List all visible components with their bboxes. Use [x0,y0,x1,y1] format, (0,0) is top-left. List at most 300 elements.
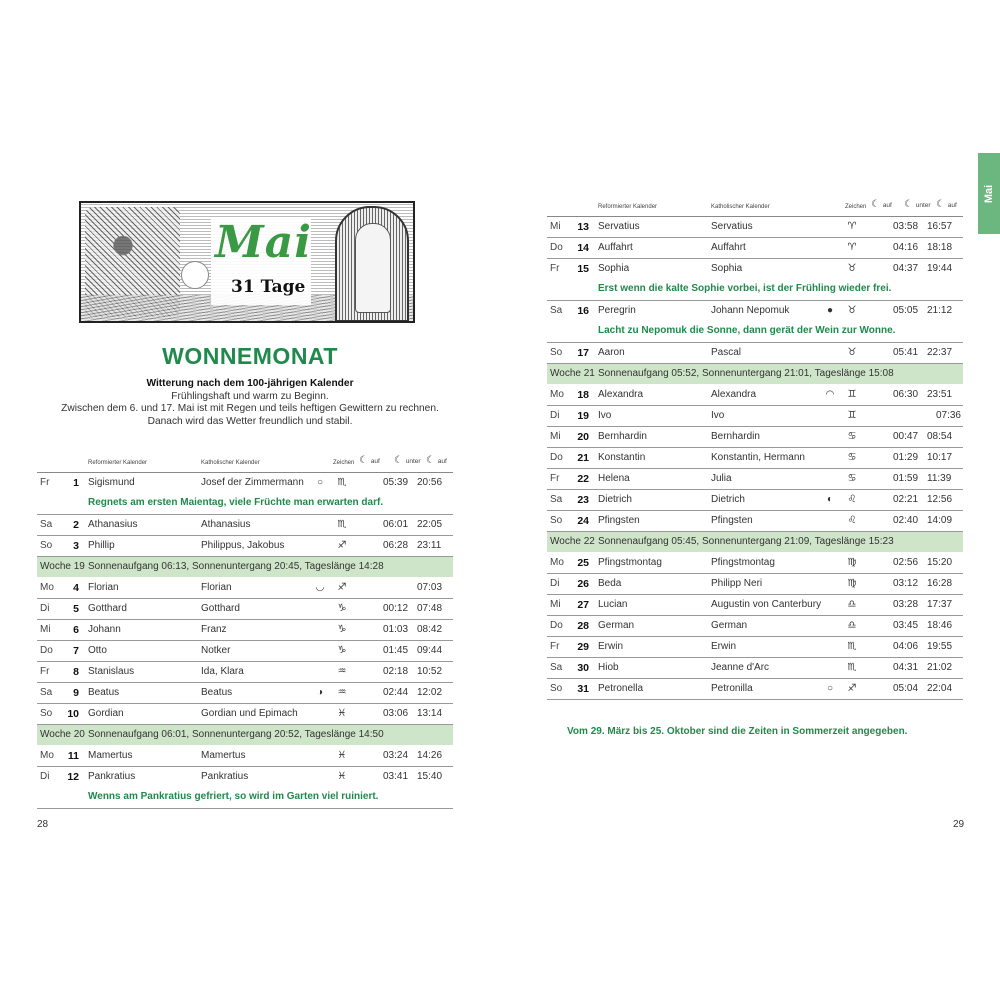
zodiac-sign-icon: ♒ [337,666,347,677]
sun-icon [181,261,209,289]
zodiac-sign-icon: ♈ [847,221,857,232]
reformed-saint: Aaron [598,347,625,358]
zodiac-sign-icon: ♉ [847,305,857,316]
table-row [37,704,453,725]
weekday: Do [550,452,563,463]
moonset-time: 19:55 [927,641,953,652]
table-row [547,595,963,616]
moonrise-time: 02:18 [383,666,409,677]
moonrise-time: 02:21 [893,494,919,505]
reformed-saint: Erwin [598,641,624,652]
day-number: 21 [577,452,589,464]
reformed-saint: Alexandra [598,389,644,400]
table-row [37,620,453,641]
catholic-saint: Alexandra [711,389,757,400]
moonset-time: 22:05 [417,519,443,530]
table-row [37,641,453,662]
zodiac-sign-icon: ♍ [847,557,857,568]
catholic-saint: Philipp Neri [711,578,763,589]
catholic-saint: Sophia [711,263,743,274]
header-moon-rise-2: ☾ auf [936,199,957,210]
moonset-time: 12:56 [927,494,953,505]
week-number: Woche 19 [40,561,85,572]
moonset-time: 16:57 [927,221,953,232]
day-number: 31 [577,683,589,695]
month-banner-illustration [79,201,415,323]
banner-title: Mai [215,217,312,268]
moonset-time: 08:42 [417,624,443,635]
day-number: 27 [577,599,589,611]
calendar-table-right [547,196,963,700]
weekday: Mi [550,599,561,610]
table-row [37,767,453,809]
moonset-time: 23:51 [927,389,953,400]
reformed-saint: Pankratius [88,771,136,782]
zodiac-sign-icon: ♌ [847,494,857,505]
weekday: Fr [550,641,560,652]
moonset-time: 21:02 [927,662,953,673]
madonna-figure [355,223,391,313]
reformed-saint: Ivo [598,410,612,421]
moonset-time: 23:11 [417,540,442,551]
moonrise-time: 02:56 [893,557,919,568]
weekday: So [40,540,53,551]
table-row [547,343,963,364]
zodiac-sign-icon: ♍ [847,578,857,589]
table-row [547,658,963,679]
table-header [37,452,453,473]
day-number: 14 [577,242,589,254]
catholic-saint: Servatius [711,221,753,232]
moonrise-time: 02:44 [383,687,409,698]
weekday: Sa [550,494,563,505]
moonset-time: 08:54 [927,431,953,442]
catholic-saint: Mamertus [201,750,246,761]
table-row [37,599,453,620]
week-number: Woche 20 [40,729,85,740]
day-number: 6 [73,624,79,636]
moonrise-time: 01:03 [383,624,409,635]
header-moon-set: ☾ unter [904,199,931,210]
zodiac-sign-icon: ♎ [847,599,857,610]
catholic-saint: Bernhardin [711,431,760,442]
moon-icon: ☾ [904,199,913,210]
month-tab-label: Mai [983,184,995,203]
reformed-saint: Pfingsten [598,515,640,526]
weekday: Mo [550,557,564,568]
table-row [37,746,453,767]
page-number: 29 [953,819,965,830]
reformed-saint: Peregrin [598,305,636,316]
moonset-time: 15:20 [927,557,953,568]
reformed-saint: Pfingstmontag [598,557,662,568]
reformed-saint: Servatius [598,221,640,232]
reformed-saint: Hiob [598,662,619,673]
day-number: 4 [73,582,79,594]
table-row [547,385,963,406]
moonset-time: 22:37 [927,347,953,358]
header-catholic: Katholischer Kalender [201,460,260,466]
day-number: 30 [577,662,589,674]
moonrise-time: 06:30 [893,389,919,400]
reformed-saint: Johann [88,624,121,635]
moon-phase-icon: ◡ [315,582,325,593]
zodiac-sign-icon: ♈ [847,242,857,253]
day-number: 2 [73,519,79,531]
week-summary-row [37,557,453,578]
reformed-saint: Otto [88,645,107,656]
zodiac-sign-icon: ♓ [337,750,347,761]
weather-proverb: Wenns am Pankratius gefriert, so wird im Garten viel ruiniert. [88,791,379,802]
moonset-time: 21:12 [927,305,953,316]
moonrise-time: 03:12 [893,578,919,589]
reformed-saint: Konstantin [598,452,646,463]
moonrise-time: 04:37 [893,263,919,274]
moonset-time: 11:39 [927,473,952,484]
weekday: Fr [550,473,560,484]
table-row [547,238,963,259]
table-header [547,196,963,217]
moonrise-time: 04:16 [893,242,919,253]
table-row [547,637,963,658]
weekday: Fr [40,477,50,488]
moonrise-time: 04:06 [893,641,919,652]
catholic-saint: German [711,620,748,631]
catholic-saint: Philippus, Jakobus [201,540,285,551]
table-row [547,511,963,532]
moonrise-time: 06:28 [383,540,409,551]
moonset-time: 10:52 [417,666,443,677]
moonrise-time: 05:39 [383,477,409,488]
weekday: Mi [40,624,51,635]
moonset-time: 09:44 [417,645,443,656]
moonrise-time: 03:41 [383,771,409,782]
zodiac-sign-icon: ♋ [847,452,857,463]
week-sun-info: Sonnenaufgang 05:45, Sonnenuntergang 21:09, Tageslänge 15:23 [598,536,894,547]
moon-icon: ☾ [394,455,403,466]
zodiac-sign-icon: ♉ [847,263,857,274]
weekday: Mo [40,750,54,761]
moon-phase-icon: ○ [316,477,324,488]
weather-proverb: Lacht zu Nepomuk die Sonne, dann gerät der Wein zur Wonne. [598,325,896,336]
weekday: Sa [550,662,563,673]
weekday: Mo [40,582,54,593]
moon-icon: ☾ [871,199,880,210]
day-number: 1 [73,477,79,489]
week-summary-row [547,532,963,553]
weekday: Di [40,603,50,614]
weather-title: Witterung nach dem 100-jährigen Kalender [146,378,354,389]
day-number: 20 [577,431,589,443]
zodiac-sign-icon: ♌ [847,515,857,526]
day-number: 15 [577,263,589,275]
catholic-saint: Ida, Klara [201,666,244,677]
weekday: Di [550,578,560,589]
catholic-saint: Josef der Zimmermann [201,477,304,488]
reformed-saint: Sophia [598,263,630,274]
moonset-time: 18:18 [927,242,953,253]
weekday: Do [550,620,563,631]
week-summary-row [547,364,963,385]
reformed-saint: Dietrich [598,494,632,505]
moonrise-time: 03:58 [893,221,919,232]
moonrise-time: 03:45 [893,620,919,631]
reformed-saint: Gotthard [88,603,127,614]
zodiac-sign-icon: ♑ [337,624,347,635]
zodiac-sign-icon: ♓ [337,708,347,719]
zodiac-sign-icon: ♏ [337,477,347,488]
weekday: So [40,708,53,719]
zodiac-sign-icon: ♋ [847,431,857,442]
table-row [547,469,963,490]
moonrise-time: 06:01 [383,519,409,530]
weekday: Mi [550,431,561,442]
moonset-time: 19:44 [927,263,953,274]
table-row [547,616,963,637]
catholic-saint: Pascal [711,347,742,358]
weekday: Di [550,410,560,421]
reformed-saint: German [598,620,635,631]
day-number: 29 [577,641,589,653]
table-row [547,301,963,343]
header-reformed: Reformierter Kalender [88,460,148,466]
reformed-saint: Auffahrt [598,242,633,253]
weekday: Do [40,645,53,656]
zodiac-sign-icon: ♐ [337,582,347,593]
zodiac-sign-icon: ♒ [337,687,347,698]
weather-forecast [0,378,500,428]
day-number: 19 [577,410,589,422]
summer-time-footnote: Vom 29. März bis 25. Oktober sind die Zeiten in Sommerzeit angegeben. [567,726,908,737]
table-row [547,553,963,574]
catholic-saint: Pfingstmontag [711,557,775,568]
catholic-saint: Auffahrt [711,242,746,253]
calendar-table-left [37,452,453,809]
table-row [547,490,963,511]
table-row [547,574,963,595]
catholic-saint: Franz [201,624,227,635]
day-number: 23 [577,494,589,506]
catholic-saint: Johann Nepomuk [711,305,790,316]
weekday: Mo [550,389,564,400]
table-row [37,536,453,557]
catholic-saint: Augustin von Canterbury [711,599,822,610]
reformed-saint: Helena [598,473,630,484]
moonrise-time: 05:04 [893,683,919,694]
moonrise-time-2: 07:36 [935,410,961,421]
catholic-saint: Julia [711,473,732,484]
day-number: 26 [577,578,589,590]
moonrise-time: 05:05 [893,305,919,316]
catholic-saint: Beatus [201,687,233,698]
day-number: 10 [67,708,79,720]
weekday: Fr [550,263,560,274]
weather-line: Frühlingshaft und warm zu Beginn. [171,390,329,402]
day-number: 25 [577,557,589,569]
moonset-time: 10:17 [927,452,953,463]
day-number: 9 [73,687,79,699]
table-row [37,683,453,704]
moonrise-time: 02:40 [893,515,919,526]
catholic-saint: Konstantin, Hermann [711,452,805,463]
reformed-saint: Gordian [88,708,124,719]
zodiac-sign-icon: ♏ [847,641,857,652]
catholic-saint: Ivo [711,410,725,421]
moon-icon: ☾ [426,455,435,466]
moon-phase-icon: ◠ [825,389,835,400]
reformed-saint: Phillip [88,540,115,551]
catholic-saint: Dietrich [711,494,745,505]
catholic-saint: Pankratius [201,771,249,782]
week-sun-info: Sonnenaufgang 06:13, Sonnenuntergang 20:45, Tageslänge 14:28 [88,561,384,572]
catholic-saint: Florian [201,582,232,593]
moonrise-time: 01:59 [893,473,919,484]
table-row [37,578,453,599]
moon-phase-icon: ◐ [826,494,834,505]
moon-phase-icon: ○ [826,683,834,694]
weather-proverb: Erst wenn die kalte Sophie vorbei, ist der Frühling wieder frei. [598,283,892,294]
reformed-saint: Lucian [598,599,628,610]
table-row [547,406,963,427]
moonset-time: 13:14 [417,708,443,719]
weekday: Fr [40,666,50,677]
header-moon-set: ☾ unter [394,455,421,466]
table-row [37,473,453,515]
reformed-saint: Petronella [598,683,644,694]
day-number: 5 [73,603,79,615]
zodiac-sign-icon: ♑ [337,645,347,656]
moonset-time: 07:48 [417,603,443,614]
header-sign: Zeichen [333,460,355,466]
weekday: Do [550,242,563,253]
table-row [547,259,963,301]
table-row [37,515,453,536]
header-reformed: Reformierter Kalender [598,204,658,210]
catholic-saint: Pfingsten [711,515,753,526]
header-moon-rise: ☾ auf [871,199,892,210]
moonset-time: 15:40 [417,771,443,782]
zodiac-sign-icon: ♎ [847,620,857,631]
day-number: 13 [577,221,589,233]
weekday: Sa [40,519,53,530]
zodiac-sign-icon: ♏ [847,662,857,673]
catholic-saint: Jeanne d'Arc [711,662,770,673]
week-number: Woche 22 [550,536,595,547]
zodiac-sign-icon: ♓ [337,771,347,782]
moonrise-time: 01:45 [383,645,409,656]
moonset-time: 07:03 [417,582,443,593]
catholic-saint: Petronilla [711,683,753,694]
weather-line: Zwischen dem 6. und 17. Mai ist mit Regen und teils heftigen Gewittern zu rechnen. [61,403,439,414]
reformed-saint: Sigismund [88,477,135,488]
weekday: So [550,683,563,694]
zodiac-sign-icon: ♏ [337,519,347,530]
day-number: 8 [73,666,79,678]
day-number: 17 [577,347,589,359]
zodiac-sign-icon: ♐ [847,683,857,694]
weekday: Sa [550,305,563,316]
moonrise-time: 01:29 [893,452,919,463]
zodiac-sign-icon: ♊ [847,410,857,421]
day-number: 18 [577,389,589,401]
week-number: Woche 21 [550,368,595,379]
moonrise-time: 03:28 [893,599,919,610]
week-sun-info: Sonnenaufgang 06:01, Sonnenuntergang 20:52, Tageslänge 14:50 [88,729,384,740]
day-number: 28 [577,620,589,632]
month-tab-mai[interactable] [978,153,1000,234]
moonrise-time: 04:31 [893,662,919,673]
weather-proverb: Regnets am ersten Maientag, viele Früchte man erwarten darf. [88,497,384,508]
reformed-saint: Florian [88,582,119,593]
moon-phase-icon: ● [826,305,834,316]
week-summary-row [37,725,453,746]
week-sun-info: Sonnenaufgang 05:52, Sonnenuntergang 21:01, Tageslänge 15:08 [598,368,894,379]
moon-phase-icon: ◑ [316,687,324,698]
catholic-saint: Athanasius [201,519,251,530]
weather-line: Danach wird das Wetter freundlich und stabil. [147,415,353,427]
zodiac-sign-icon: ♉ [847,347,857,358]
day-number: 3 [73,540,79,552]
day-number: 11 [67,750,79,762]
moonrise-time: 03:24 [383,750,409,761]
moonset-time: 14:09 [927,515,953,526]
month-heading: WONNEMONAT [162,343,338,369]
moonrise-time: 05:41 [893,347,919,358]
table-row [547,448,963,469]
weekday: Di [40,771,50,782]
weekday: Mi [550,221,561,232]
header-sign: Zeichen [845,204,867,210]
reformed-saint: Stanislaus [88,666,135,677]
reformed-saint: Bernhardin [598,431,647,442]
zodiac-sign-icon: ♑ [337,603,347,614]
moon-icon: ☾ [936,199,945,210]
table-row [547,679,963,700]
moon-icon: ☾ [359,455,368,466]
day-number: 12 [67,771,79,783]
catholic-saint: Notker [201,645,231,656]
zodiac-sign-icon: ♋ [847,473,857,484]
weekday: So [550,347,563,358]
zodiac-sign-icon: ♐ [337,540,347,551]
day-number: 22 [577,473,589,485]
moonset-time: 22:04 [927,683,953,694]
moonrise-time: 03:06 [383,708,409,719]
table-row [547,217,963,238]
weekday: So [550,515,563,526]
banner-subtitle: 31 Tage [231,277,306,297]
moonset-time: 16:28 [927,578,953,589]
page-number: 28 [37,819,49,830]
table-row [37,662,453,683]
moonset-time: 20:56 [417,477,443,488]
catholic-saint: Gotthard [201,603,240,614]
header-moon-rise-2: ☾ auf [426,455,447,466]
weekday: Sa [40,687,53,698]
reformed-saint: Athanasius [88,519,138,530]
reformed-saint: Beda [598,578,622,589]
day-number: 16 [577,305,589,317]
header-moon-rise: ☾ auf [359,455,380,466]
catholic-saint: Erwin [711,641,737,652]
header-catholic: Katholischer Kalender [711,204,770,210]
moonset-time: 17:37 [927,599,953,610]
reformed-saint: Beatus [88,687,120,698]
day-number: 24 [577,515,589,527]
moonrise-time: 00:47 [893,431,919,442]
moonset-time: 14:26 [417,750,443,761]
moonset-time: 18:46 [927,620,953,631]
